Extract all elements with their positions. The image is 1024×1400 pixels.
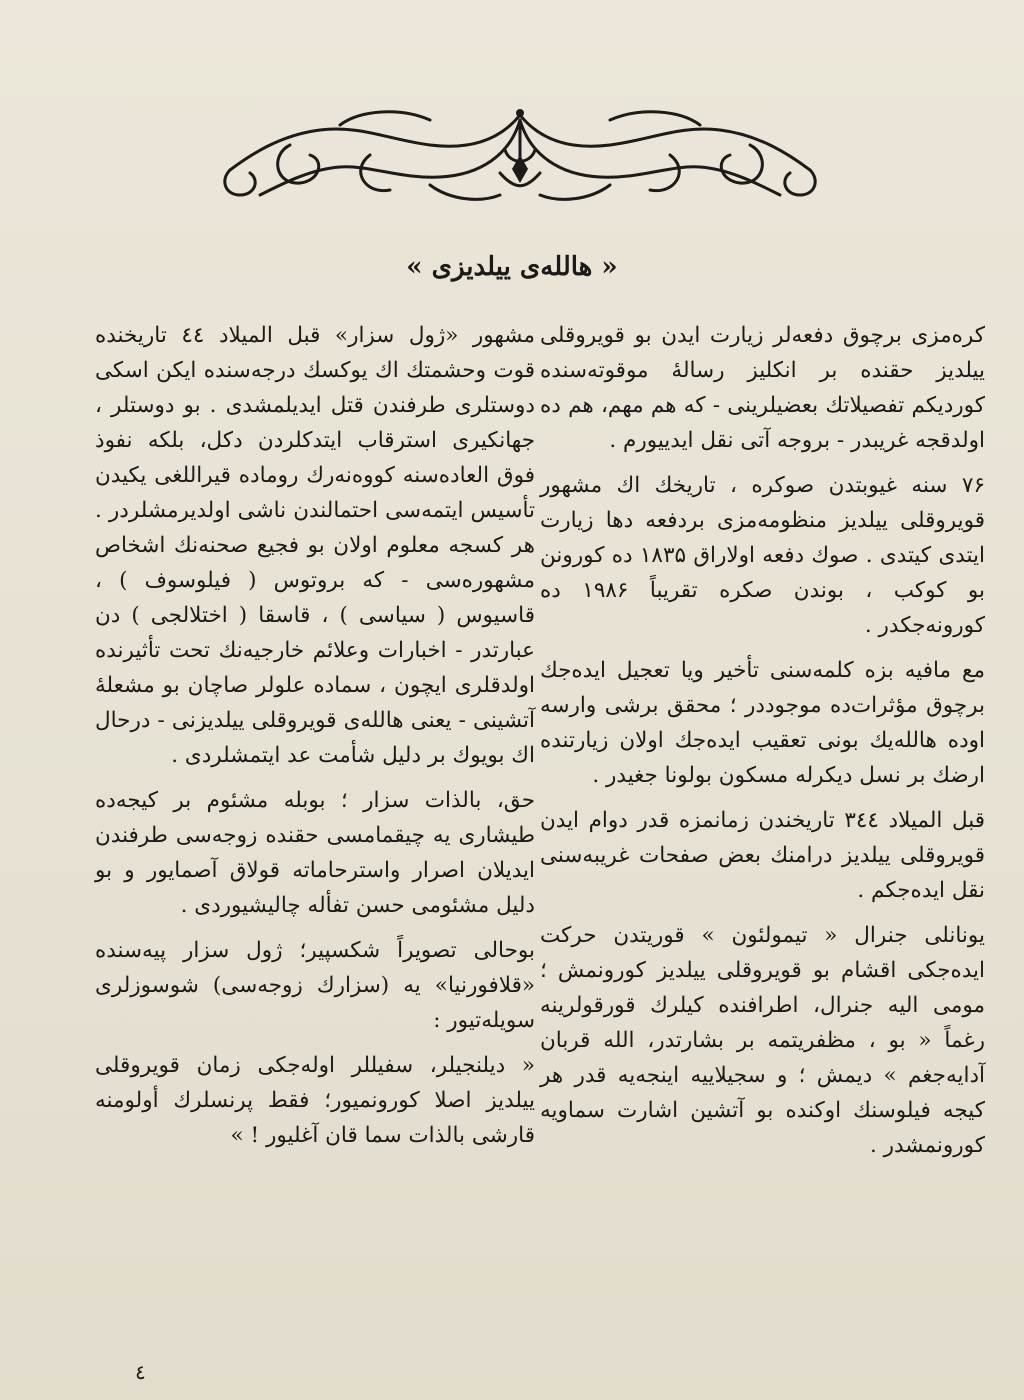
paragraph: حق، بالذات سزار ؛ بوبله مشئوم بر کیجه‌ده طیشاری یه چیقمامسی حقنده زوجه‌سی طرفندن ایدیلان اصرار واسترحاماته قولاق آصمایور و بو دلیل مشئومی حسن تفأله چالیشیوردی . [95,788,535,918]
article-title: « هالله‌ی ییلدیزی » [406,252,618,282]
paragraph: کره‌مزی برچوق دفعه‌لر زیارت ایدن بو قویروقلی ییلدیز حقنده بر انکلیز رساله‌ٔ موقوته‌سنده کوردیکم تفصیلاتك بعضیلرینی - که هم مهم، هم ده اولدقجه غریبدر - بروجه آتی نقل ایدییورم . [540,323,985,453]
left-column [95,318,535,1163]
right-column [540,318,985,1173]
paragraph: « دیلنجیلر، سفیللر اوله‌جکی زمان قویروقلی ییلدیز اصلا کورونمیور؛ فقط پرنسلرك أولومنه قارشی بالذات سما قان آغلیور ! » [95,1053,535,1148]
ornament-headpiece [200,95,840,215]
paragraph: مشهور «ژول سزار» قبل المیلاد ٤٤ تاریخنده قوت وحشمتك اك یوکسك درجه‌سنده ایکن اسکی دوستلری طرفندن قتل ایدیلمشدی . بو دوستلر ، جهانکیری استرقاب ایتدکلردن دکل، بلکه نفوذ فوق العاده‌سنه کووه‌نه‌رك رومادە قیراللغی یکیدن تأسیس ایتمه‌سی احتمالندن ناشی اولدیرمشلردر . هر کسجه معلوم اولان بو فجیع صحنه‌نك اشخاص مشهوره‌سی - که بروتوس ( فیلوسوف ) ، قاسیوس ( سیاسی ) ، قاسقا ( اختلالجی ) دن عبارتدر - اخبارات وعلائم خارجیه‌نك تحت تأثیرنده اولدقلری ایچون ، سماده علولر صاچان بو مشعلهٔ آتشینی - یعنی هالله‌ی قویروقلی ییلدیزنی - درحال اك بویوك بر دلیل شأمت عد ایتمشلردی . [95,323,535,768]
paragraph: مع مافیه بزه کلمه‌سنی تأخیر ویا تعجیل ایده‌جك برچوق مؤثرات‌ده موجوددر ؛ محقق برشی وارسه اوده هالله‌یك بونی تعقیب ایده‌جك اولان زیارتنده ارضك بر نسل دیکرله مسکون بولونا جغیدر . [540,658,985,788]
paragraph: بوحالی تصویراً شکسپیر؛ ژول سزار پیه‌سنده «قلافورنیا» یه (سزارك زوجه‌سی) شوسوزلری سویله‌تیور : [95,938,535,1033]
page-number: ٤ [135,1360,146,1384]
paragraph: قبل المیلاد ۳٤٤ تاریخندن زمانمزه قدر دوام ایدن قویروقلی ییلدیز درامنك بعض صفحات غریبه‌سنی نقل ایده‌جکم . [540,808,985,903]
paragraph: ۷۶ سنه غیوبتدن صوکره ، تاریخك اك مشهور قویروقلی ییلدیز منظومه‌مزی بردفعه دها زیارت ایتدی کیتدی . صوك دفعه اولاراق ۱۸۳۵ ده کورونن بو کوکب ، بوندن صکره تقریباً ۱۹۸۶ ده کورونه‌جکدر . [540,473,985,638]
paragraph: یونانلی جنرال « تیمولئون » قوریتدن حرکت ایده‌جکی اقشام بو قویروقلی ییلدیز کورونمش ؛ مومی الیه جنرال، اطرافنده کیلرك قورقولرینه رغماً « بو ، مظفریتمه بر بشارتدر، الله قربان آدایه‌جغم » دیمش ؛ و سجیلاییه اینجه‌یه قدر هر کیجه فیلوسنك اوکنده بو آتشین اشارت سماویه کورونمشدر . [540,923,985,1158]
